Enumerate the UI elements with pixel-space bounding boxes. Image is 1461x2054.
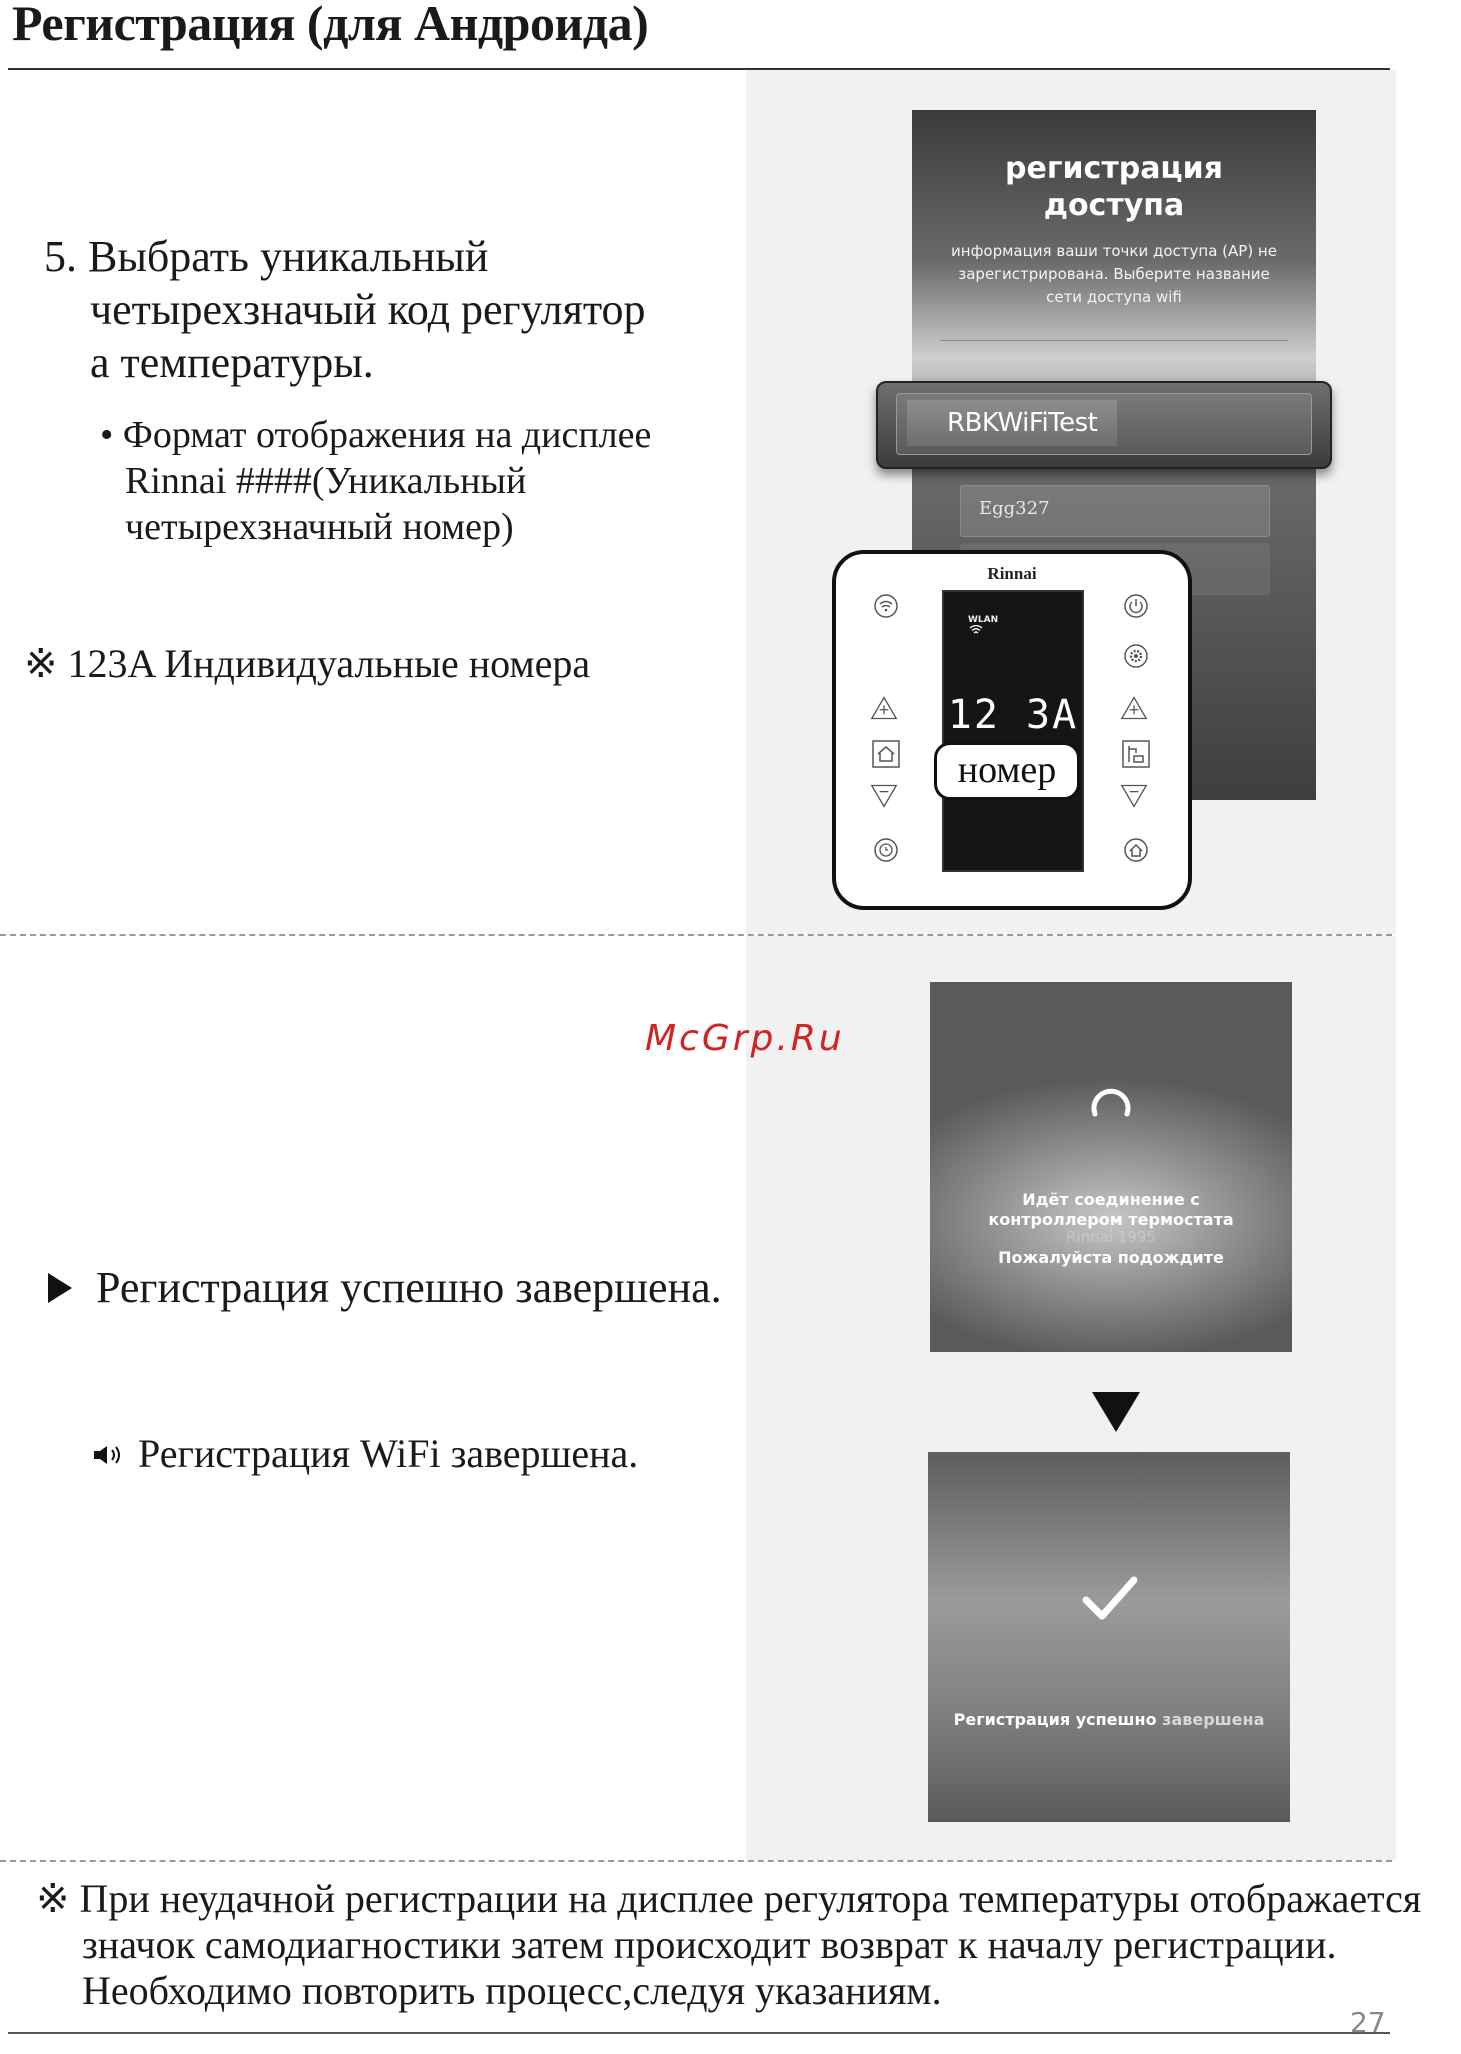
rinnai-logo: Rinnai	[987, 564, 1037, 583]
number-callout: номер	[934, 742, 1080, 800]
display-code: 12 3A	[947, 692, 1079, 738]
footnote-line-1: ※ При неудачной регистрации на дисплее регулятора температуры отображается	[36, 1876, 1422, 1921]
connecting-message	[930, 1190, 1292, 1230]
ssid-item-egg-label: Egg327	[979, 498, 1050, 519]
registration-done-screen	[928, 1452, 1290, 1822]
footer-divider	[8, 2032, 1390, 2034]
display-wifi-icon	[968, 616, 998, 638]
plus-left-icon[interactable]	[870, 694, 898, 722]
format-line-1: • Формат отображения на дисплее	[100, 414, 652, 456]
section-divider-2	[0, 1860, 1392, 1862]
power-button-icon[interactable]	[1122, 592, 1150, 620]
ap-screen-title	[912, 150, 1316, 224]
loading-spinner-icon	[1086, 1082, 1136, 1137]
done-message-part-1: Регистрация успешно	[953, 1710, 1163, 1729]
page-title: Регистрация (для Андроида)	[12, 0, 649, 51]
thermostat-display	[942, 590, 1084, 872]
step-5-line-1: 5. Выбрать уникальный	[44, 232, 489, 281]
wifi-button-icon[interactable]	[872, 592, 900, 620]
arrow-right-icon	[48, 1273, 72, 1303]
page-number: 27	[1350, 2006, 1386, 2039]
failure-footnote	[36, 1876, 1422, 2014]
watermark-text: McGrp.Ru	[645, 1018, 845, 1059]
ap-title-line-1: регистрация	[1005, 151, 1223, 186]
footnote-line-3: Необходимо повторить процесс,следуя указаниям.	[82, 1968, 942, 2013]
ssid-item-selected[interactable]	[876, 381, 1332, 469]
display-format-note	[100, 412, 651, 550]
thermostat-controller	[832, 550, 1192, 910]
ap-screen-divider	[940, 340, 1288, 341]
plus-right-icon[interactable]	[1120, 694, 1148, 722]
ap-screen-description: информация ваши точки доступа (AP) не зарегистрирована. Выберите название сети доступа wifi	[951, 242, 1277, 306]
connecting-screen	[930, 982, 1292, 1352]
done-message	[928, 1710, 1290, 1729]
registration-success-label: Регистрация успешно завершена.	[96, 1263, 722, 1312]
connecting-device-code: Rinnai 1995	[1066, 1228, 1156, 1246]
away-home-icon[interactable]	[1122, 836, 1150, 864]
arrow-down-icon	[1092, 1392, 1140, 1432]
settings-gear-icon[interactable]	[1122, 642, 1150, 670]
done-message-part-2: завершена	[1162, 1710, 1265, 1729]
registration-success-text	[48, 1262, 722, 1313]
individual-numbers-note: ※ 123A Индивидуальные номера	[24, 641, 591, 686]
section-divider-1	[0, 934, 1392, 936]
connecting-line-2: контроллером термостата	[988, 1210, 1234, 1229]
timer-button-icon[interactable]	[872, 836, 900, 864]
minus-left-icon[interactable]	[870, 782, 898, 810]
ssid-item-egg[interactable]	[960, 485, 1270, 537]
footnote-line-2: значок самодиагностики затем происходит возврат к началу регистрации.	[82, 1922, 1337, 1967]
connecting-line-1: Идёт соединение с	[1022, 1190, 1200, 1209]
wifi-registration-done-label: Регистрация WiFi завершена.	[138, 1431, 639, 1476]
ssid-selected-label: RBKWiFiTest	[947, 408, 1098, 438]
step-5-instruction	[44, 230, 646, 389]
format-line-3: четырехзначный номер)	[125, 506, 514, 548]
format-line-2: Rinnai ####(Уникальный	[125, 460, 527, 502]
ssid-selected-frame	[896, 393, 1312, 455]
minus-right-icon[interactable]	[1120, 782, 1148, 810]
ap-title-line-2: доступа	[1043, 188, 1185, 223]
step-5-line-3: а температуры.	[90, 338, 374, 387]
checkmark-icon	[1080, 1574, 1140, 1629]
hot-water-mode-icon[interactable]	[1122, 740, 1150, 768]
please-wait-text: Пожалуйста подождите	[998, 1248, 1224, 1267]
heating-mode-icon[interactable]	[872, 740, 900, 768]
wifi-registration-done	[92, 1430, 638, 1481]
display-wifi-label: WLAN	[968, 615, 999, 625]
step-5-line-2: четырехзначый код регулятор	[90, 285, 646, 334]
speaker-icon	[92, 1430, 126, 1477]
